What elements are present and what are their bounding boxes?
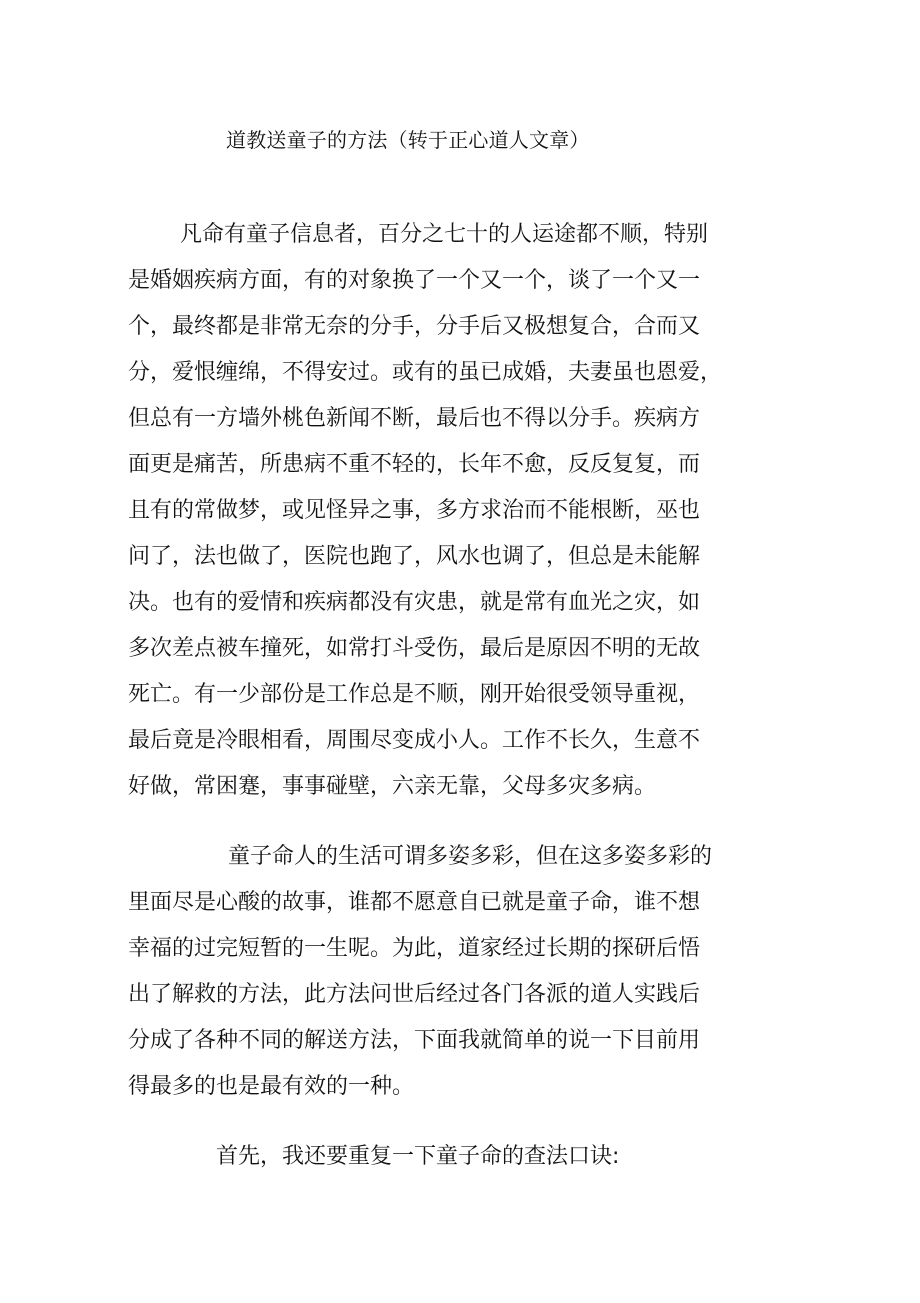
paragraph-line: 凡命有童子信息者，百分之七十的人运途都不顺，特别 <box>180 222 709 247</box>
paragraph-line: 里面尽是心酸的故事，谁都不愿意自已就是童子命，谁不想 <box>128 890 701 915</box>
paragraph-line: 出了解救的方法，此方法问世后经过各门各派的道人实践后 <box>128 982 701 1007</box>
paragraph-line: 但总有一方墙外桃色新闻不断，最后也不得以分手。疾病方 <box>128 406 701 431</box>
paragraph-line: 好做，常困蹇，事事碰壁，六亲无靠，父母多灾多病。 <box>128 774 657 799</box>
paragraph-line: 面更是痛苦，所患病不重不轻的，长年不愈，反反复复，而 <box>128 452 701 477</box>
paragraph-line: 分成了各种不同的解送方法，下面我就简单的说一下目前用 <box>128 1028 701 1053</box>
paragraph-line: 首先，我还要重复一下童子命的查法口诀: <box>216 1144 620 1169</box>
paragraph-line: 童子命人的生活可谓多姿多彩，但在这多姿多彩的 <box>228 844 713 869</box>
paragraph-line: 死亡。有一少部份是工作总是不顺，刚开始很受领导重视， <box>128 682 701 707</box>
paragraph-line: 最后竟是冷眼相看，周围尽变成小人。工作不长久，生意不 <box>128 728 701 753</box>
paragraph-line: 幸福的过完短暂的一生呢。为此，道家经过长期的探研后悟 <box>128 936 701 961</box>
paragraph-line: 决。也有的爱情和疾病都没有灾患，就是常有血光之灾，如 <box>128 590 701 615</box>
paragraph-line: 且有的常做梦，或见怪异之事，多方求治而不能根断，巫也 <box>128 498 701 523</box>
document-title: 道教送童子的方法（转于正心道人文章） <box>226 128 590 152</box>
paragraph-line: 是婚姻疾病方面，有的对象换了一个又一个，谈了一个又一 <box>128 268 701 293</box>
paragraph-line: 问了，法也做了，医院也跑了，风水也调了，但总是未能解 <box>128 544 701 569</box>
paragraph-line: 多次差点被车撞死，如常打斗受伤，最后是原因不明的无故 <box>128 636 701 661</box>
paragraph-line: 得最多的也是最有效的一种。 <box>128 1074 415 1099</box>
paragraph-line: 个，最终都是非常无奈的分手，分手后又极想复合，合而又 <box>128 314 701 339</box>
paragraph-line: 分，爱恨缠绵，不得安过。或有的虽已成婚，夫妻虽也恩爱， <box>128 360 723 385</box>
